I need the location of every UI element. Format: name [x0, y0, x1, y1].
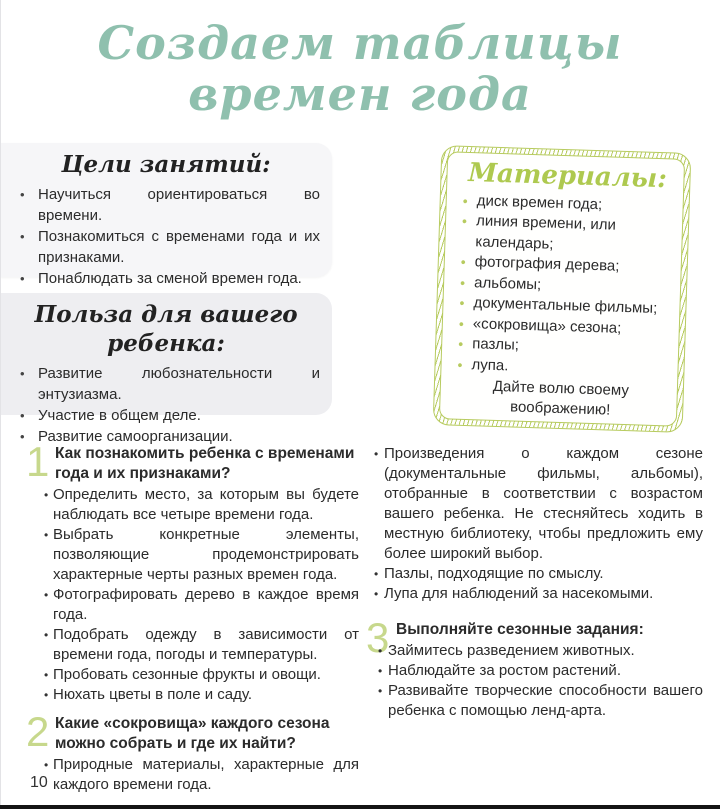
section-3-item: • Развивайте творческие способности вашего ребенка с помощью ленд-арта.: [372, 681, 703, 721]
materials-item: • лупа.: [455, 355, 668, 382]
section-1-head: [26, 438, 359, 485]
benefits-item: • Развитие любознательности и энтузиазма.: [0, 363, 332, 405]
goals-title: Цели занятий:: [61, 151, 271, 178]
materials-note: Дайте волю своему воображению!: [492, 378, 630, 419]
page-number: 10: [30, 774, 48, 791]
materials-title: Материалы:: [467, 158, 668, 195]
materials-item: • пазлы;: [456, 334, 669, 361]
section-2-heading: Какие «сокровища» каждого сезона можно собрать и где их найти?: [55, 715, 330, 752]
materials-list: [455, 191, 673, 382]
section-1-item: • Определить место, за которым вы будете наблюдать все четыре времени года.: [28, 485, 359, 525]
section-1-item: • Фотографировать дерево в каждое время года.: [28, 585, 359, 625]
benefits-title: Польза для вашего ребенка:: [34, 301, 298, 357]
section-2-item: • Произведения о каждом сезоне (документальные фильмы, альбомы), отобранные в соответствии с возрастом вашего ребенка. Не стесняйтесь ходить в местную библиотеку, чтобы предложить ему более широкий выбор.: [372, 444, 703, 564]
goals-item: • Познакомиться с временами года и их признаками.: [0, 226, 332, 268]
section-2-item: • Пазлы, подходящие по смыслу.: [372, 564, 703, 584]
body-column-right: [366, 444, 703, 721]
materials-item: • альбомы;: [458, 273, 671, 300]
goals-panel: [0, 143, 332, 287]
page-edge-bottom: [0, 805, 720, 809]
section-3-items: [372, 641, 703, 721]
section-2-item: • Лупа для наблюдений за насекомыми.: [372, 584, 703, 604]
section-3-heading: Выполняйте сезонные задания:: [396, 621, 644, 638]
materials-box-inner: [439, 151, 685, 426]
section-1-number: 1: [26, 438, 50, 485]
section-1-item: • Выбрать конкретные элементы, позволяющие продемонстрировать характерные черты разных времен года.: [28, 525, 359, 585]
benefits-panel: [0, 293, 332, 445]
section-2-head: [26, 708, 359, 755]
section-1-item: • Пробовать сезонные фрукты и овощи.: [28, 665, 359, 685]
section-3-number: 3: [366, 614, 390, 661]
benefits-list: [0, 363, 332, 447]
section-3-item: • Наблюдайте за ростом растений.: [372, 661, 703, 681]
goals-list: [0, 184, 332, 289]
goals-item: • Понаблюдать за сменой времен года.: [0, 268, 332, 289]
section-1-item: • Нюхать цветы в поле и саду.: [28, 685, 359, 705]
materials-box: [433, 145, 692, 433]
benefits-item: • Участие в общем деле.: [0, 405, 332, 426]
body-column-left: [26, 438, 359, 795]
section-1-item: • Подобрать одежду в зависимости от времени года, погоды и температуры.: [28, 625, 359, 665]
benefits-item: • Развитие самоорганизации.: [0, 426, 332, 447]
section-2-item: • Природные материалы, характерные для каждого времени года.: [28, 755, 359, 795]
section-1-heading: Как познакомить ребенка с временами года и их признаками?: [55, 445, 355, 482]
materials-item: • фотография дерева;: [458, 252, 671, 279]
materials-item: • «сокровища» сезона;: [457, 314, 670, 341]
materials-item: • документальные фильмы;: [457, 293, 670, 320]
page-title: Создаем таблицы времен года: [97, 16, 623, 121]
section-2-number: 2: [26, 708, 50, 755]
goals-item: • Научиться ориентироваться во времени.: [0, 184, 332, 226]
materials-item: • линия времени, или календарь;: [459, 211, 672, 259]
section-3-item: • Займитесь разведением животных.: [372, 641, 703, 661]
materials-item: • диск времен года;: [460, 191, 673, 218]
page-edge-left: [0, 0, 1, 809]
